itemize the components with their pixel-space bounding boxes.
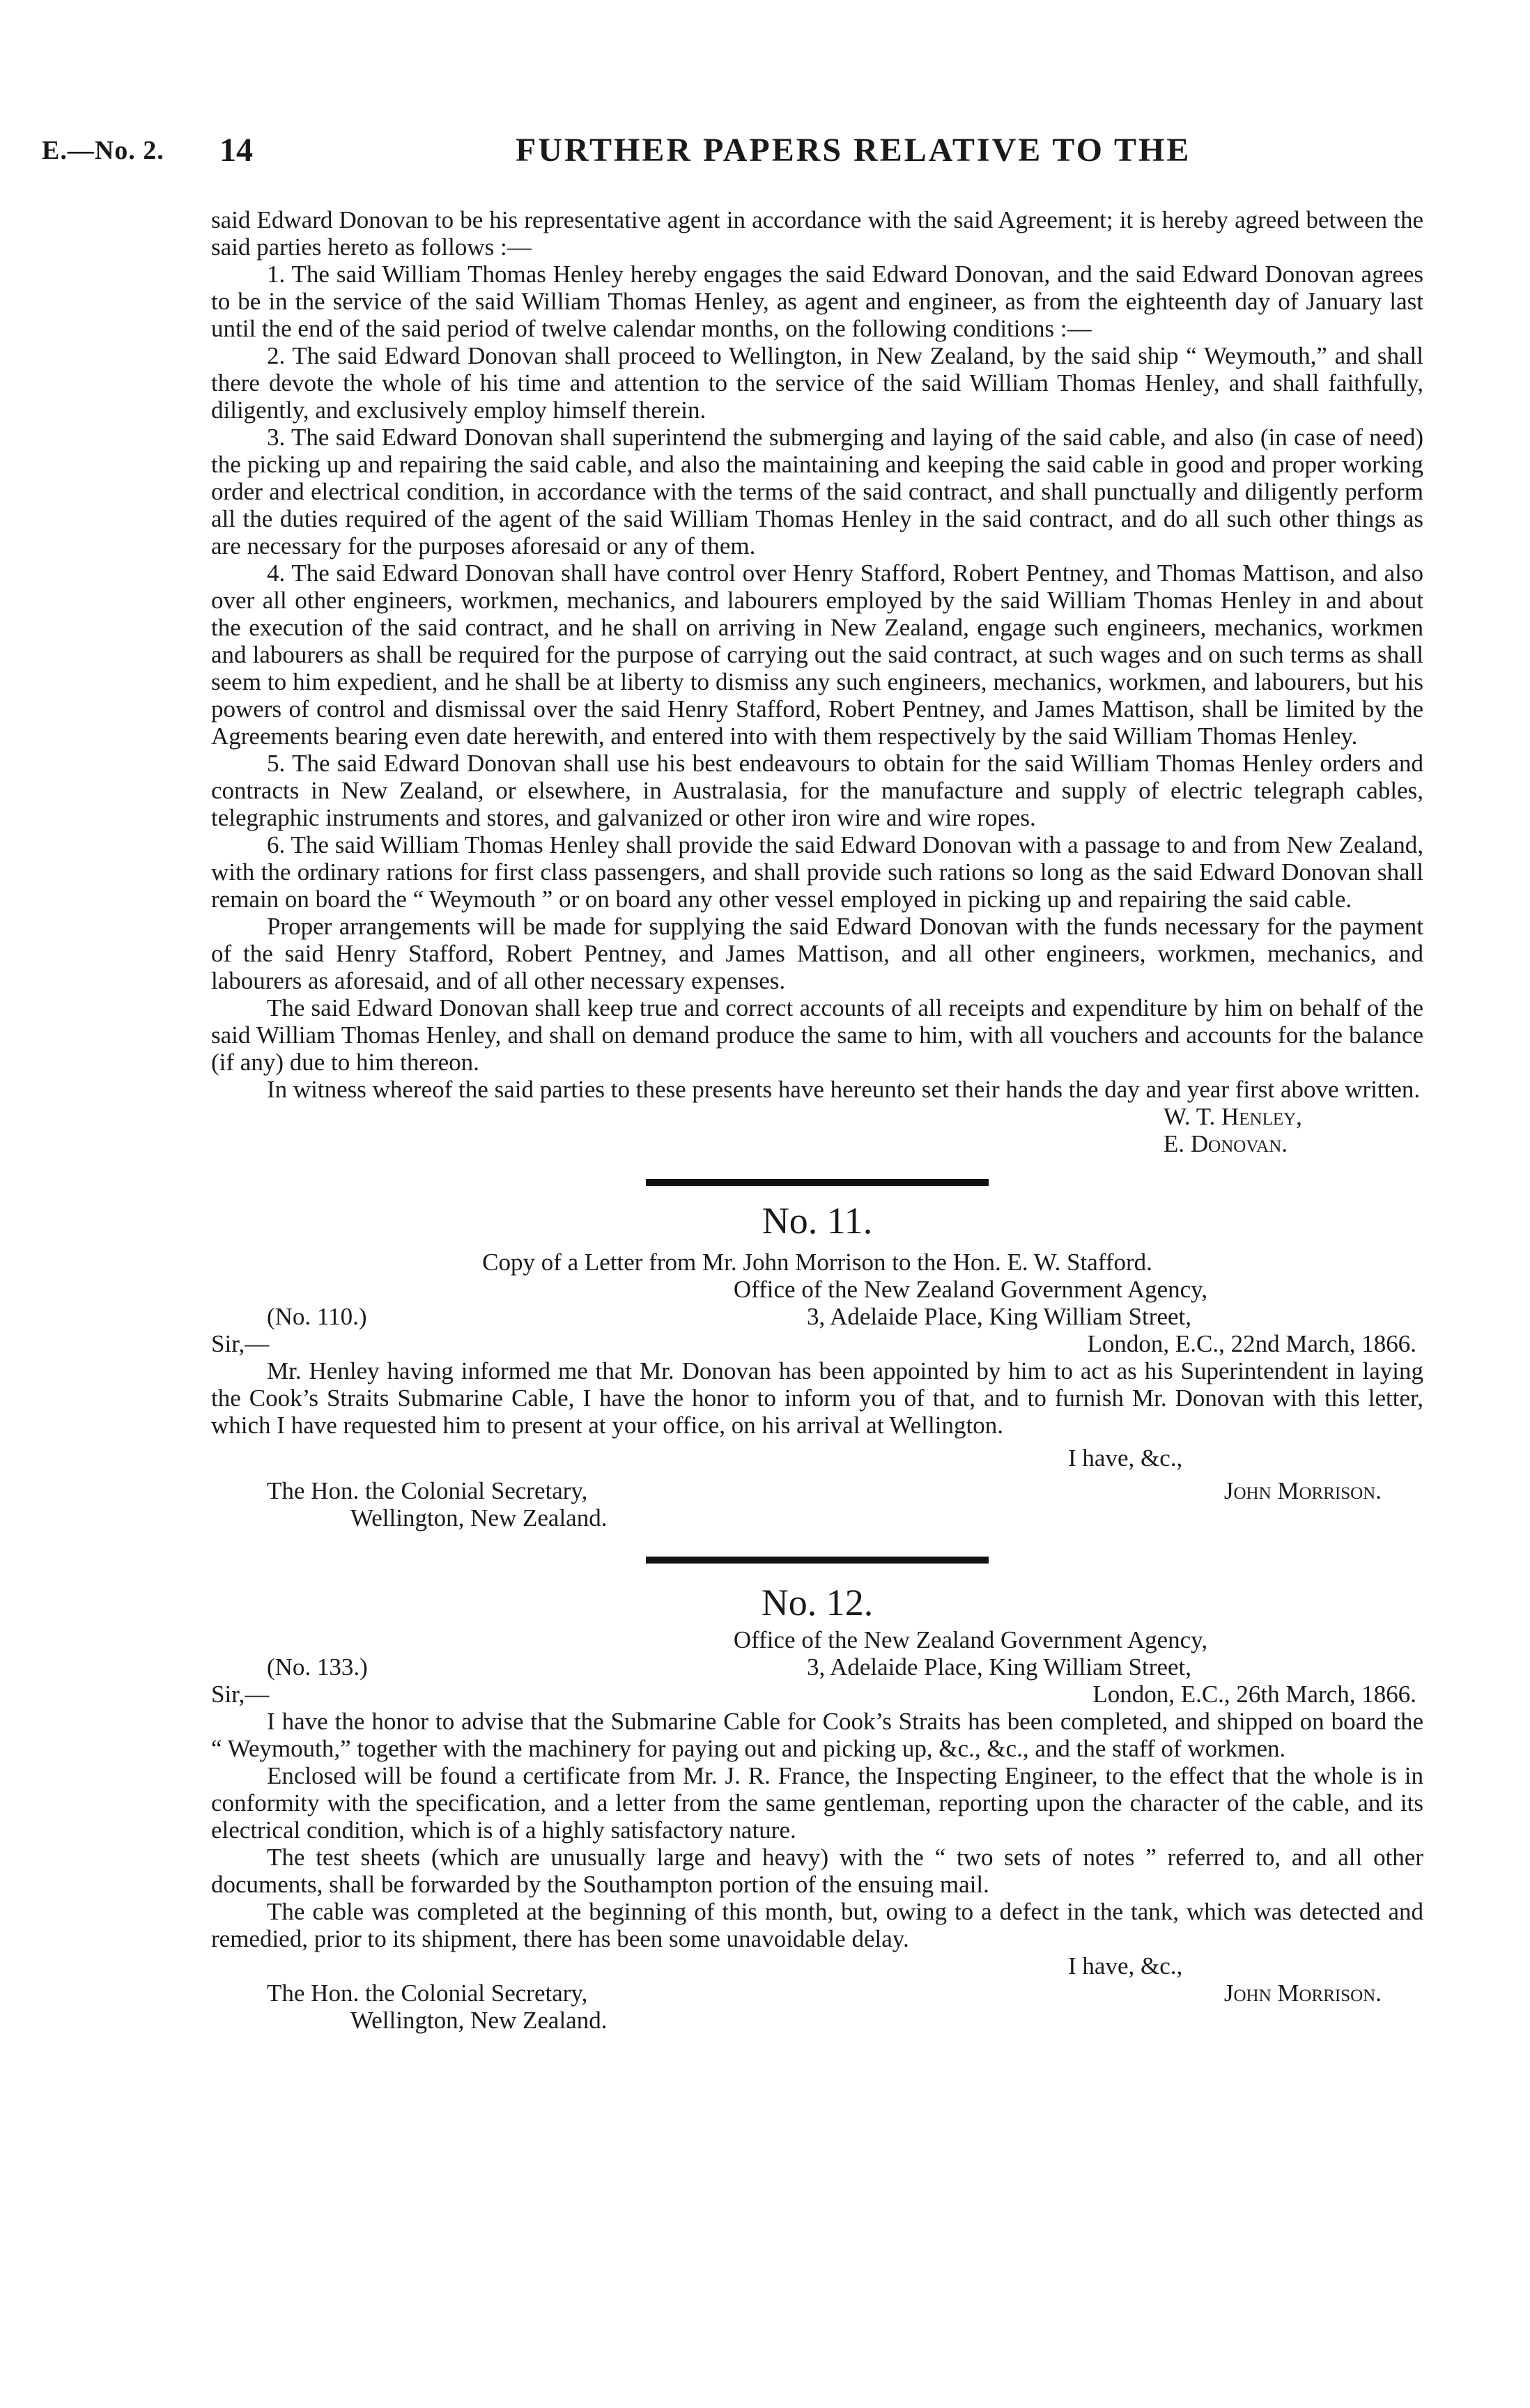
recipient-place: Wellington, New Zealand. (350, 1504, 608, 1531)
address-line: 3, Adelaide Place, King William Street, (807, 1653, 1191, 1681)
office-line: Office of the New Zealand Government Agency, (733, 1626, 1208, 1653)
page-number: 14 (219, 132, 253, 169)
agreement-paragraph: 4. The said Edward Donovan shall have control over Henry Stafford, Robert Pentney, and Thomas Mattison, and also over all other engineers, workmen, mechanics, and labourers employed by the said William Thomas Henley in and about the execution of the said contract, and he shall on arriving in New Zealand, engage such engineers, mechanics, workmen and labourers as shall be required for the purpose of carrying out the said contract, at such wages and on such terms as shall seem to him expedient, and he shall be at liberty to dismiss any such engineers, mechanics, workmen, and labourers, but his powers of control and dismissal over the said Henry Stafford, Robert Pentney, and James Mattison, shall be limited by the Agreements bearing even date herewith, and entered into with them respectively by the said William Thomas Henley. (211, 559, 1423, 750)
salutation-row (211, 1330, 1423, 1357)
salutation: Sir,— (211, 1681, 270, 1708)
section-divider (646, 1179, 989, 1186)
office-line: Office of the New Zealand Government Agency, (733, 1276, 1208, 1303)
letter-reference-number: (No. 133.) (267, 1653, 368, 1681)
recipient: The Hon. the Colonial Secretary, (267, 1979, 588, 2007)
letter-heading: No. 12. (761, 1582, 874, 1623)
page-header (42, 131, 1488, 173)
signature-morrison: John Morrison. (1223, 1979, 1382, 2007)
letter-paragraph: Mr. Henley having informed me that Mr. Donovan has been appointed by him to act as his Superintendent in laying the Cook’s Straits Submarine Cable, I have the honor to inform you of that, and to furnish Mr. Donovan with this letter, which I have requested him to present at your office, on his arrival at Wellington. (211, 1357, 1423, 1439)
document-reference: E.—No. 2. (42, 136, 164, 165)
address-line: 3, Adelaide Place, King William Street, (807, 1303, 1191, 1330)
section-divider (646, 1557, 989, 1564)
closing-line: I have, &c., (1068, 1952, 1183, 1979)
reference-row (211, 1303, 1423, 1330)
salutation-row (211, 1681, 1423, 1708)
agreement-paragraph: In witness whereof the said parties to these presents have hereunto set their hands the day and year first above written. (267, 1076, 1421, 1103)
agreement-paragraph: Proper arrangements will be made for supplying the said Edward Donovan with the funds necessary for the payment of the said Henry Stafford, Robert Pentney, and James Mattison, and all other engineers, workmen, mechanics, and labourers as aforesaid, and of all other necessary expenses. (211, 913, 1423, 994)
date-line: London, E.C., 26th March, 1866. (1092, 1681, 1416, 1708)
letter-description: Copy of a Letter from Mr. John Morrison to the Hon. E. W. Stafford. (482, 1249, 1152, 1276)
letter-heading: No. 11. (762, 1200, 873, 1242)
agreement-paragraph: 1. The said William Thomas Henley hereby engages the said Edward Donovan, and the said Edward Donovan agrees to be in the service of the said William Thomas Henley, as agent and engineer, as from the eighteenth day of January last until the end of the said period of twelve calendar months, on the following conditions :— (211, 261, 1423, 342)
letter-reference-number: (No. 110.) (267, 1303, 367, 1330)
reference-row (211, 1653, 1423, 1681)
letter-paragraph: Enclosed will be found a certificate from Mr. J. R. France, the Inspecting Engineer, to the effect that the whole is in conformity with the specification, and a letter from the same gentleman, reporting upon the character of the cable, and its electrical condition, which is of a highly satisfactory nature. (211, 1762, 1423, 1844)
salutation: Sir,— (211, 1330, 270, 1357)
agreement-paragraph: 5. The said Edward Donovan shall use his best endeavours to obtain for the said William Thomas Henley orders and contracts in New Zealand, or elsewhere, in Australasia, for the manufacture and supply of electric telegraph cables, telegraphic instruments and stores, and galvanized or other iron wire and wire ropes. (211, 750, 1423, 831)
closing-line: I have, &c., (1068, 1444, 1183, 1472)
letter-paragraph: I have the honor to advise that the Submarine Cable for Cook’s Straits has been completed, and shipped on board the “ Weymouth,” together with the machinery for paying out and picking up, &c., &c., and the staff of workmen. (211, 1708, 1423, 1762)
agreement-paragraph: 3. The said Edward Donovan shall superintend the submerging and laying of the said cable, and also (in case of need) the picking up and repairing the said cable, and also the maintaining and keeping the said cable in good and proper working order and electrical condition, in accordance with the terms of the said contract, and shall punctually and diligently perform all the duties required of the agent of the said William Thomas Henley in the said contract, and do all such other things as are necessary for the purposes aforesaid or any of them. (211, 424, 1423, 559)
letter-paragraph: The test sheets (which are unusually large and heavy) with the “ two sets of notes ” referred to, and all other documents, shall be forwarded by the Southampton portion of the ensuing mail. (211, 1844, 1423, 1898)
date-line: London, E.C., 22nd March, 1866. (1087, 1330, 1416, 1357)
letter-footer (211, 1979, 1423, 2034)
letter-footer (211, 1477, 1423, 1531)
recipient: The Hon. the Colonial Secretary, (267, 1477, 588, 1504)
letter-paragraph: The cable was completed at the beginning of this month, but, owing to a defect in the tank, which was detected and remedied, prior to its shipment, there has been some unavoidable delay. (211, 1898, 1423, 1952)
recipient-place: Wellington, New Zealand. (350, 2007, 608, 2034)
agreement-paragraph: 6. The said William Thomas Henley shall provide the said Edward Donovan with a passage to and from New Zealand, with the ordinary rations for first class passengers, and shall provide such rations so long as the said Edward Donovan shall remain on board the “ Weymouth ” or on board any other vessel employed in picking up and repairing the said cable. (211, 831, 1423, 913)
agreement-paragraph: The said Edward Donovan shall keep true and correct accounts of all receipts and expenditure by him on behalf of the said William Thomas Henley, and shall on demand produce the same to him, with all vouchers and accounts for the balance (if any) due to him thereon. (211, 994, 1423, 1076)
signature-henley: W. T. Henley, (1164, 1103, 1302, 1130)
letter-no-12 (211, 1579, 1423, 2034)
letter-no-11 (211, 1197, 1423, 1531)
signature-donovan: E. Donovan. (1164, 1130, 1288, 1157)
running-title: FURTHER PAPERS RELATIVE TO THE (516, 132, 1191, 169)
signature-morrison: John Morrison. (1223, 1477, 1382, 1504)
agreement-paragraph: 2. The said Edward Donovan shall proceed to Wellington, in New Zealand, by the said ship “ Weymouth,” and shall there devote the whole of his time and attention to the service of the said William Thomas Henley, and shall faithfully, diligently, and exclusively employ himself therein. (211, 342, 1423, 424)
agreement-section (211, 206, 1423, 1157)
agreement-paragraph: said Edward Donovan to be his representative agent in accordance with the said Agreement; it is hereby agreed between the said parties hereto as follows :— (211, 206, 1423, 261)
page-body (211, 206, 1423, 2034)
